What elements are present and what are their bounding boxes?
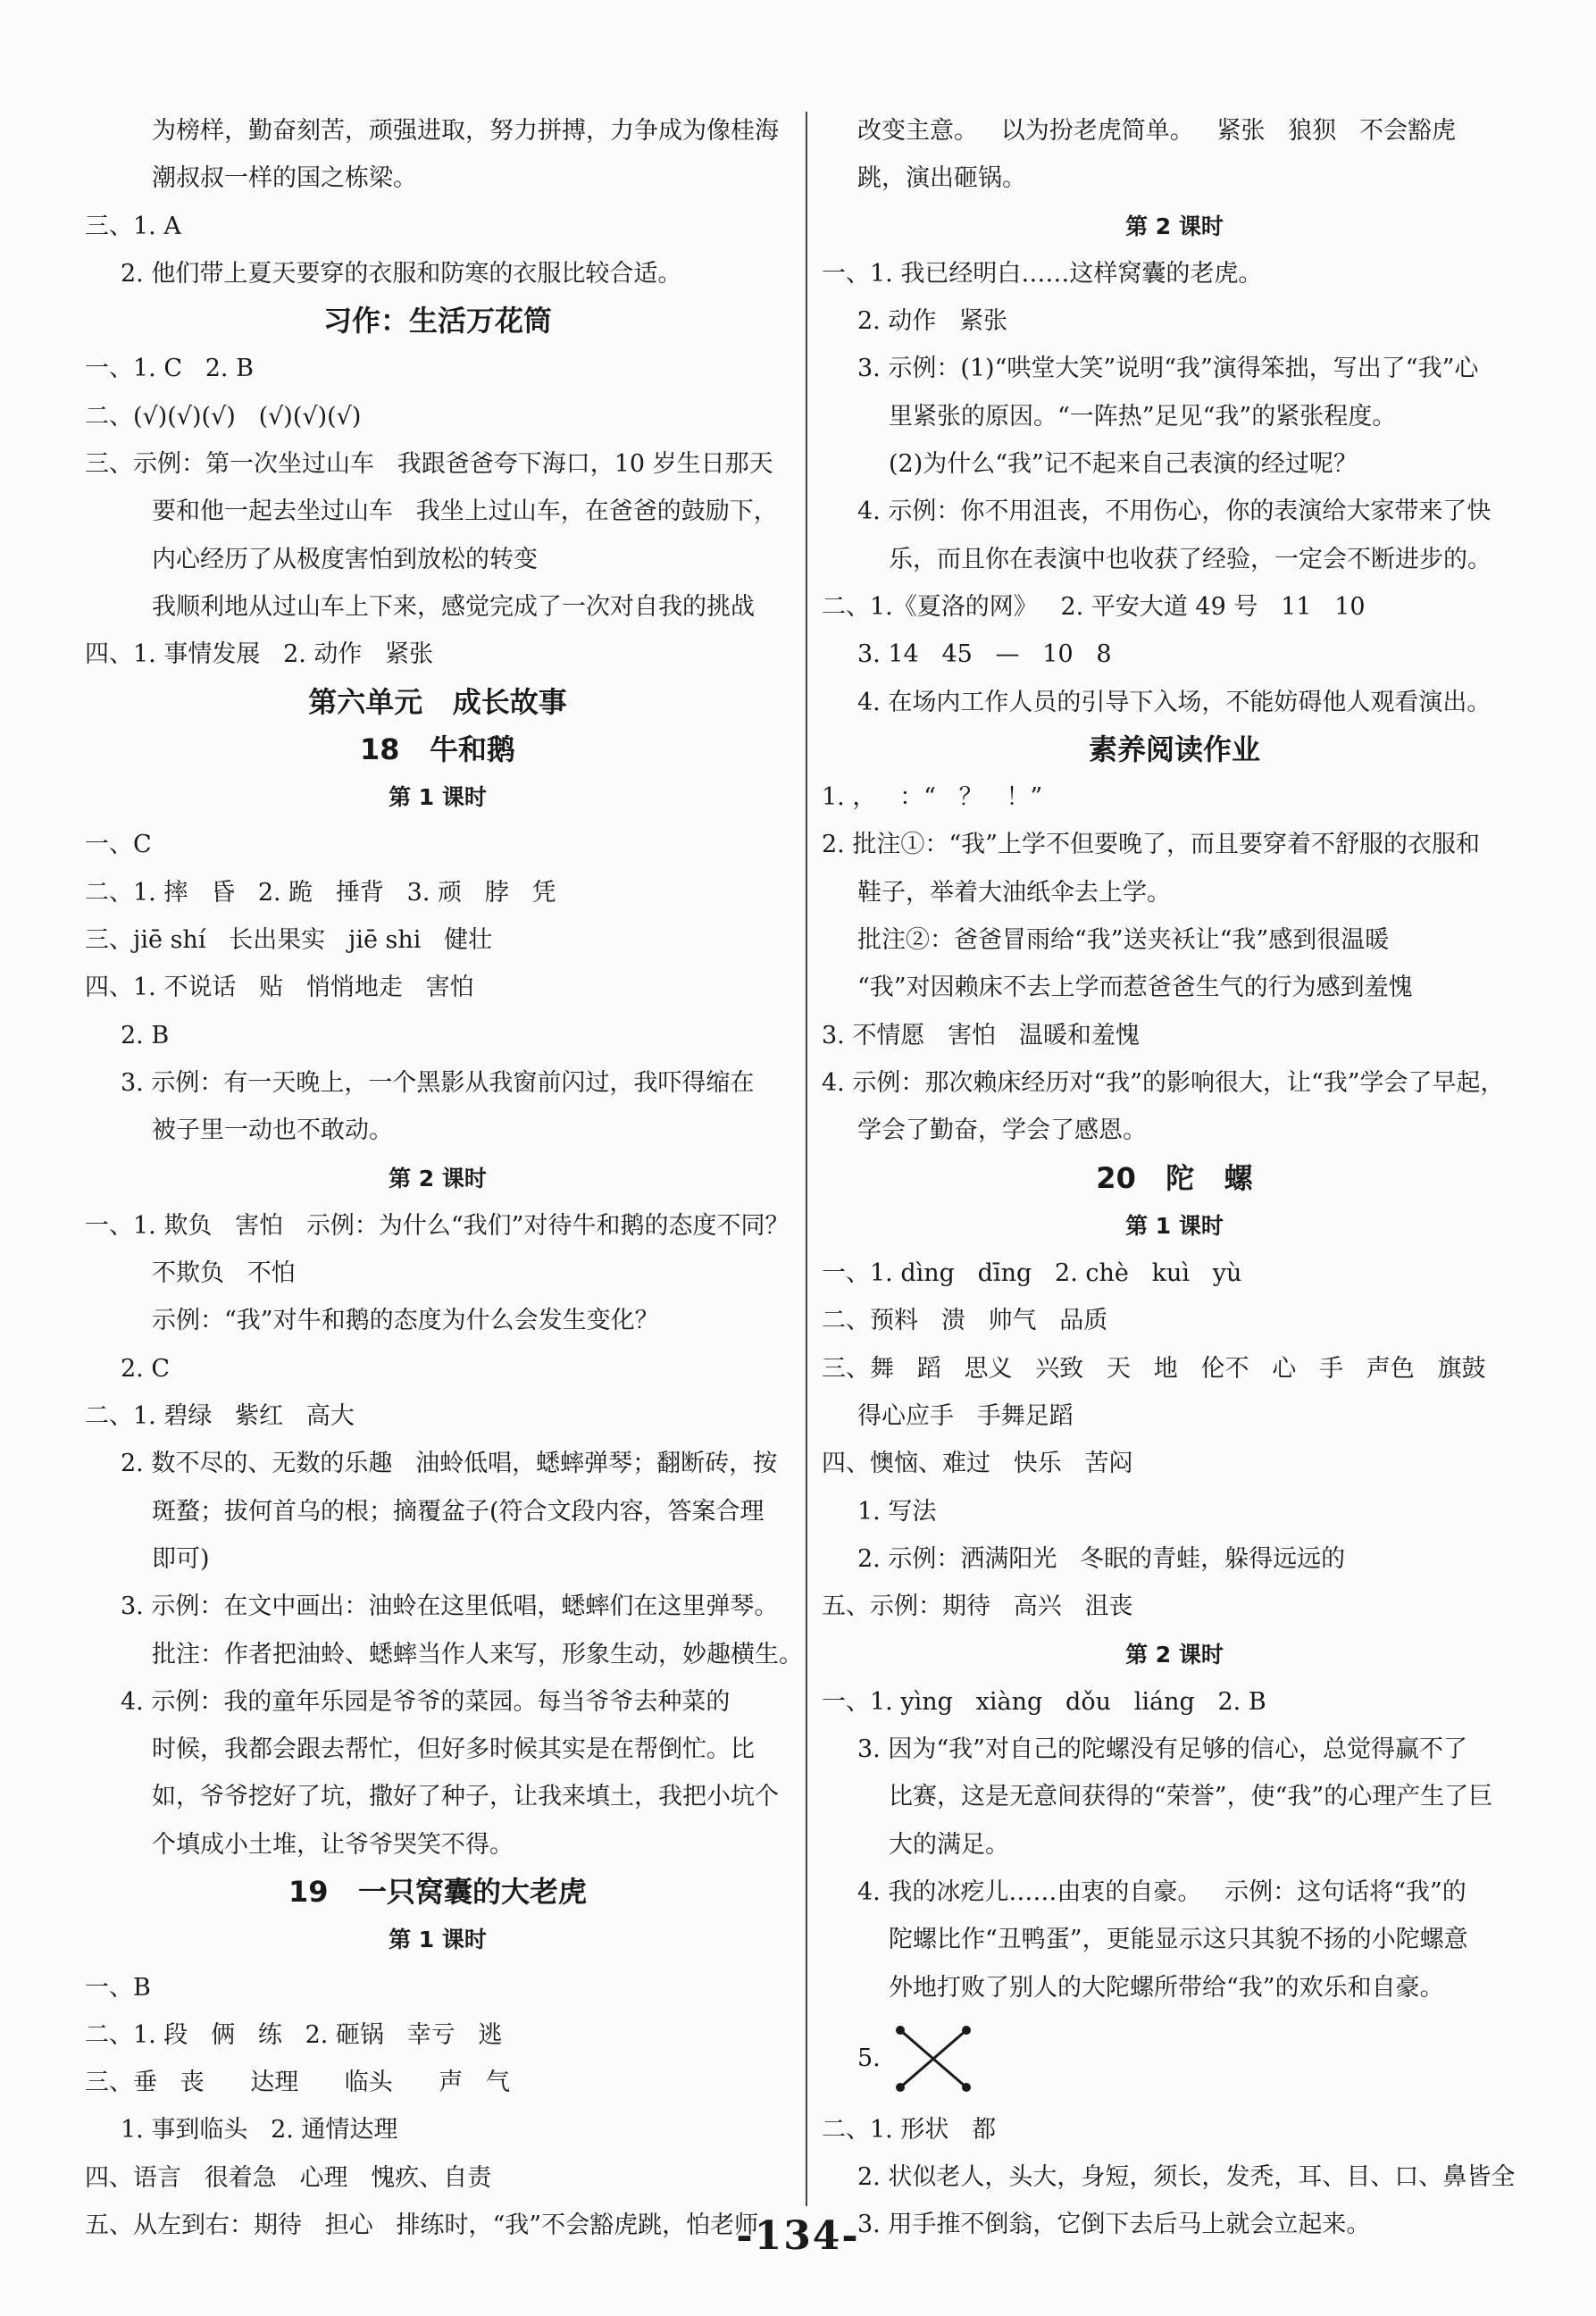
answer-line: 4. 在场内工作人员的引导下入场，不能妨碍他人观看演出。 (857, 688, 1492, 716)
lesson-heading: 第 1 课时 (1125, 1212, 1224, 1239)
answer-line: 外地打败了别人的大陀螺所带给“我”的欢乐和自豪。 (889, 1973, 1444, 2002)
answer-line: 不欺负 不怕 (152, 1259, 296, 1288)
answer-line: 鞋子，举着大油纸伞去上学。 (857, 878, 1171, 907)
answer-line: 一、C (85, 831, 152, 859)
answer-line: 如，爷爷挖好了坑，撒好了种子，让我来填土，我把小坑个 (152, 1783, 779, 1811)
answer-line: 一、B (85, 1973, 151, 2002)
answer-line: 2. 批注①：“我”上学不但要晚了，而且要穿着不舒服的衣服和 (822, 831, 1480, 859)
section-heading: 习作：生活万花筒 (322, 304, 552, 339)
page-number: -134- (736, 2213, 860, 2259)
answer-line: 里紧张的原因。“一阵热”足见“我”的紧张程度。 (889, 402, 1397, 431)
answer-line: 得心应手 手舞足蹈 (857, 1402, 1074, 1431)
answer-line: 二、1. 形状 都 (822, 2115, 997, 2144)
answer-line: 四、语言 很着急 心理 愧疚、自责 (85, 2163, 492, 2192)
lesson-heading: 第 2 课时 (1125, 213, 1224, 239)
answer-line: 被子里一动也不敢动。 (152, 1116, 393, 1145)
answer-line: 二、1.《夏洛的网》 2. 平安大道 49 号 11 10 (822, 592, 1366, 621)
answer-line: 二、1. 摔 昏 2. 跪 捶背 3. 顽 脖 凭 (85, 878, 556, 907)
answer-line: 一、1. 我已经明白……这样窝囊的老虎。 (822, 259, 1263, 288)
lesson-heading: 第 1 课时 (389, 784, 487, 811)
answer-line: 1. ， ：“ ？ ！” (822, 783, 1043, 812)
answer-line: 3. 不情愿 害怕 温暖和羞愧 (822, 1021, 1140, 1049)
answer-line: 一、1. yìng xiàng dǒu liáng 2. B (822, 1687, 1266, 1716)
answer-line: 3. 示例：(1)“哄堂大笑”说明“我”演得笨拙，写出了“我”心 (857, 355, 1479, 383)
answer-line: 一、1. C 2. B (85, 355, 254, 383)
answer-line: 2. 数不尽的、无数的乐趣 油蛉低唱，蟋蟀弹琴；翻断砖，按 (121, 1450, 778, 1478)
answer-line: 五、从左到右：期待 担心 排练时，“我”不会豁虎跳，怕老师 (85, 2211, 759, 2240)
matching-dot (962, 2026, 971, 2035)
answer-line: 为榜样，勤奋刻苦，顽强进取，努力拼搏，力争成为像桂海 (152, 117, 779, 145)
answer-line: 4. 示例：我的童年乐园是爷爷的菜园。每当爷爷去种菜的 (121, 1687, 731, 1716)
answer-line: 个填成小土堆，让爷爷哭笑不得。 (152, 1830, 514, 1859)
answer-line: 内心经历了从极度害怕到放松的转变 (152, 545, 538, 573)
answer-line: 四、1. 不说话 贴 悄悄地走 害怕 (85, 974, 474, 1002)
matching-dot (896, 2083, 905, 2092)
answer-line: 乐，而且你在表演中也收获了经验，一定会不断进步的。 (889, 545, 1492, 573)
answer-line: 3. 示例：在文中画出：油蛉在这里低唱，蟋蟀们在这里弹琴。 (121, 1593, 779, 1621)
answer-line: 陀螺比作“丑鸭蛋”，更能显示这只其貌不扬的小陀螺意 (889, 1926, 1468, 1954)
answer-line: 要和他一起去坐过山车 我坐上过山车，在爸爸的鼓励下， (152, 497, 778, 526)
answer-line: 4. 示例：那次赖床经历对“我”的影响很大，让“我”学会了早起， (822, 1068, 1505, 1097)
answer-line: 1. 写法 (857, 1497, 937, 1526)
answer-line: 2. 动作 紧张 (857, 307, 1008, 336)
answer-line: 三、jiē shí 长出果实 jiē shi 健壮 (85, 926, 493, 955)
answer-line: 1. 事到临头 2. 通情达理 (121, 2116, 398, 2145)
answer-line: 3. 因为“我”对自己的陀螺没有足够的信心，总觉得赢不了 (857, 1735, 1467, 1764)
answer-line: 2. 示例：洒满阳光 冬眠的青蛙，躲得远远的 (857, 1544, 1346, 1573)
answer-line: (2)为什么“我”记不起来自己表演的经过呢？ (889, 450, 1358, 479)
answer-line: 跳，演出砸锅。 (857, 164, 1026, 193)
answer-line: 即可) (152, 1544, 210, 1573)
answer-line: 比赛，这是无意间获得的“荣誉”，使“我”的心理产生了巨 (889, 1783, 1493, 1811)
answer-line: 三、舞 蹈 思义 兴致 天 地 伦不 心 手 声色 旗鼓 (822, 1354, 1486, 1383)
column-divider (806, 112, 807, 2206)
answer-line: 批注②：爸爸冒雨给“我”送夹袄让“我”感到很温暖 (857, 926, 1390, 955)
answer-line: 三、示例：第一次坐过山车 我跟爸爸夸下海口，10 岁生日那天 (85, 450, 773, 479)
matching-lines-diagram (893, 2023, 973, 2094)
answer-line: 4. 我的冰疙儿……由衷的自豪。 示例：这句话将“我”的 (857, 1877, 1466, 1906)
answer-line: 3. 示例：有一天晚上，一个黑影从我窗前闪过，我吓得缩在 (121, 1068, 755, 1097)
section-heading: 第六单元 成长故事 (308, 684, 567, 719)
lesson-heading: 第 2 课时 (1125, 1641, 1224, 1668)
section-heading: 18 牛和鹅 (360, 732, 515, 766)
answer-line: 二、预料 溃 帅气 品质 (822, 1307, 1108, 1335)
answer-line: 二、1. 碧绿 紫红 高大 (85, 1402, 355, 1431)
section-heading: 20 陀 螺 (1096, 1160, 1253, 1195)
answer-line: 2. 他们带上夏天要穿的衣服和防寒的衣服比较合适。 (121, 259, 682, 288)
answer-line: 二、1. 段 俩 练 2. 砸锅 幸亏 逃 (85, 2020, 503, 2049)
answer-line: 四、懊恼、难过 快乐 苦闷 (822, 1450, 1133, 1478)
lesson-heading: 第 1 课时 (389, 1927, 487, 1953)
answer-line: 3. 14 45 — 10 8 (857, 640, 1112, 669)
matching-dot (896, 2026, 905, 2035)
answer-line: 大的满足。 (889, 1830, 1009, 1859)
answer-line: 时候，我都会跟去帮忙，但好多时候其实是在帮倒忙。比 (152, 1735, 755, 1764)
answer-line: 批注：作者把油蛉、蟋蟀当作人来写，形象生动，妙趣横生。 (152, 1640, 803, 1668)
answer-line: 潮叔叔一样的国之栋梁。 (152, 164, 417, 193)
answer-line: 五、示例：期待 高兴 沮丧 (822, 1593, 1133, 1621)
answer-line: 5. (822, 2011, 1527, 2106)
left-column (85, 107, 803, 2249)
answer-line: 斑蝥；拔何首乌的根；摘覆盆子(符合文段内容，答案合理 (152, 1497, 765, 1526)
right-column (822, 107, 1527, 2249)
answer-line: 三、垂 丧 达理 临头 声 气 (85, 2069, 510, 2097)
answer-line: 学会了勤奋，学会了感恩。 (857, 1116, 1147, 1145)
answer-line: 四、1. 事情发展 2. 动作 紧张 (85, 640, 434, 669)
answer-line: 二、(√)(√)(√) (√)(√)(√) (85, 402, 362, 431)
answer-line: 2. C (121, 1354, 171, 1383)
answer-line: 改变主意。 以为扮老虎简单。 紧张 狼狈 不会豁虎 (857, 117, 1456, 145)
answer-line: 示例：“我”对牛和鹅的态度为什么会发生变化？ (152, 1307, 659, 1335)
answer-line: 三、1. A (85, 212, 181, 240)
answer-line: 4. 示例：你不用沮丧，不用伤心，你的表演给大家带来了快 (857, 497, 1492, 526)
lesson-heading: 第 2 课时 (389, 1165, 487, 1191)
answer-line: 2. 状似老人，头大，身短，须长，发秃，耳、目、口、鼻皆全 (857, 2163, 1516, 2192)
answer-line: “我”对因赖床不去上学而惹爸爸生气的行为感到羞愧 (857, 974, 1413, 1002)
answer-line: 一、1. dìng dīng 2. chè kuì yù (822, 1259, 1242, 1288)
answer-line: 一、1. 欺负 害怕 示例：为什么“我们”对待牛和鹅的态度不同？ (85, 1211, 790, 1240)
section-heading: 19 一只窝囊的大老虎 (288, 1874, 587, 1909)
answer-line: 2. B (121, 1021, 170, 1049)
section-heading: 素养阅读作业 (1088, 732, 1260, 766)
answer-line: 3. 用手推不倒翁，它倒下去后马上就会立起来。 (857, 2211, 1371, 2239)
matching-dot (962, 2083, 971, 2092)
answer-line: 我顺利地从过山车上下来，感觉完成了一次对自我的挑战 (152, 592, 755, 621)
